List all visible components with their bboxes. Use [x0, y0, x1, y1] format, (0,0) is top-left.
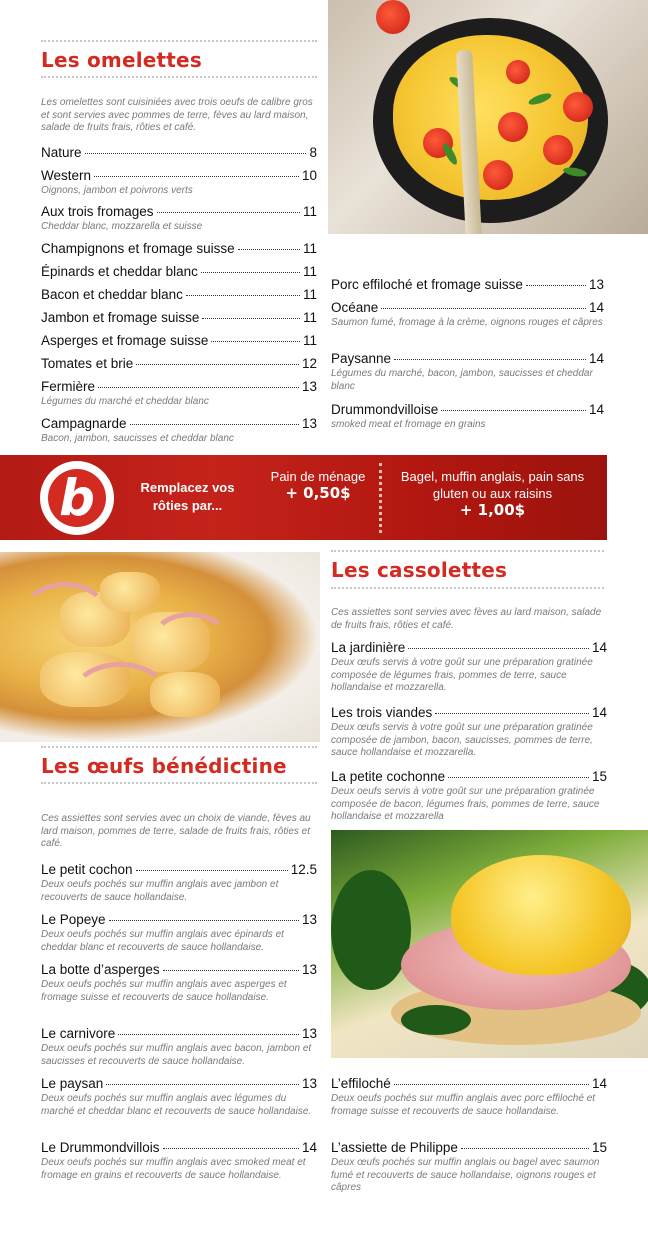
menu-item-trois-viandes	[331, 705, 607, 760]
item-price: 13	[301, 379, 317, 394]
menu-item-oceane	[331, 300, 604, 330]
menu-item-porc-effiloche	[331, 277, 604, 293]
item-name: Drummondvilloise	[331, 402, 439, 417]
item-price: 14	[591, 640, 607, 655]
benedictine-photo	[331, 830, 648, 1058]
item-description: Deux œufs servis à votre goût sur une préparation gratinée composée de jambon, bacon, saucisses, pommes de terre, sauce hollandaise et mozzarella.	[331, 722, 593, 758]
menu-item-nature	[41, 145, 317, 161]
item-description: Saumon fumé, fromage à la crème, oignons rouges et câpres	[331, 317, 603, 328]
toast-substitution-banner	[0, 455, 607, 540]
item-name: Campagnarde	[41, 416, 127, 431]
item-description: Deux oeufs pochés sur muffin anglais avec jambon et recouverts de sauce hollandaise.	[41, 879, 279, 903]
item-name: La jardinière	[331, 640, 406, 655]
item-price: 11	[302, 264, 317, 279]
item-description: Deux œufs pochés sur muffin anglais ou bagel avec saumon fumé et recouverts de sauce hollandaise, oignons rouges et câpres	[331, 1157, 600, 1193]
menu-item-effiloche	[331, 1076, 607, 1118]
item-name: Paysanne	[331, 351, 392, 366]
menu-item-trois-fromages	[41, 204, 317, 234]
banner-separator	[379, 463, 382, 533]
item-name: La petite cochonne	[331, 769, 446, 784]
item-name: Porc effiloché et fromage suisse	[331, 277, 523, 292]
item-name: Le paysan	[41, 1076, 104, 1091]
item-description: Oignons, jambon et poivrons verts	[41, 185, 193, 196]
item-description: smoked meat et fromage en grains	[331, 419, 486, 430]
menu-item-western	[41, 168, 317, 198]
item-name: Jambon et fromage suisse	[41, 310, 200, 325]
menu-item-tomates-brie	[41, 356, 317, 372]
item-price: 11	[302, 241, 317, 256]
item-price: 13	[301, 1026, 317, 1041]
item-name: Aux trois fromages	[41, 204, 154, 219]
item-price: 8	[309, 145, 317, 160]
item-price: 13	[301, 416, 317, 431]
item-price: 14	[588, 351, 604, 366]
item-price: 13	[301, 912, 317, 927]
item-price: 15	[591, 769, 607, 784]
menu-item-drummondvillois	[41, 1140, 317, 1182]
menu-item-paysan	[41, 1076, 317, 1118]
item-price: 11	[302, 310, 317, 325]
option-1-price: + 0,50$	[285, 484, 351, 502]
menu-item-jardiniere	[331, 640, 607, 695]
item-description: Légumes du marché, bacon, jambon, saucisses et cheddar blanc	[331, 368, 593, 392]
item-price: 14	[301, 1140, 317, 1155]
menu-item-petite-cochonne	[331, 769, 607, 824]
benedictine-title: Les œufs bénédictine	[41, 754, 287, 778]
item-price: 14	[591, 705, 607, 720]
item-price: 13	[301, 1076, 317, 1091]
banner-option-2	[390, 468, 595, 519]
item-name: Le Drummondvillois	[41, 1140, 160, 1155]
item-price: 14	[591, 1076, 607, 1091]
item-price: 14	[588, 402, 604, 417]
menu-item-asperges	[41, 333, 317, 349]
item-description: Cheddar blanc, mozzarella et suisse	[41, 221, 203, 232]
item-name: Le Popeye	[41, 912, 106, 927]
cassolettes-top-divider	[331, 550, 604, 552]
item-name: Le carnivore	[41, 1026, 116, 1041]
item-name: Bacon et cheddar blanc	[41, 287, 183, 302]
menu-item-assiette-philippe	[331, 1140, 607, 1195]
benedictine-top-divider	[41, 746, 317, 748]
banner-option-1	[268, 468, 368, 502]
item-name: Asperges et fromage suisse	[41, 333, 209, 348]
omelette-photo	[328, 0, 648, 234]
item-name: Nature	[41, 145, 82, 160]
item-description: Deux oeufs pochés sur muffin anglais avec asperges et fromage suisse et recouverts de sauce hollandaise.	[41, 979, 287, 1003]
item-description: Deux oeufs pochés sur muffin anglais avec porc effiloché et fromage suisse et recouverts de sauce hollandaise.	[331, 1093, 596, 1117]
item-name: Western	[41, 168, 92, 183]
omelettes-intro: Les omelettes sont cuisiniées avec trois oeufs de calibre gros et sont servies avec pommes de terre, fèves au lard maison, salade de fruits frais, rôties et café.	[41, 97, 313, 133]
omelettes-title: Les omelettes	[41, 48, 202, 72]
item-name: Fermière	[41, 379, 96, 394]
menu-item-popeye	[41, 912, 317, 954]
menu-item-bacon-cheddar	[41, 287, 317, 303]
option-2-label: Bagel, muffin anglais, pain sans gluten ou aux raisins	[400, 469, 585, 501]
item-description: Deux oeufs pochés sur muffin anglais avec épinards et cheddar blanc et recouverts de sauce hollandaise.	[41, 929, 284, 953]
item-price: 14	[588, 300, 604, 315]
item-price: 15	[591, 1140, 607, 1155]
item-name: Océane	[331, 300, 379, 315]
item-name: L’assiette de Philippe	[331, 1140, 458, 1155]
cassolettes-title-divider	[331, 587, 604, 589]
item-price: 11	[302, 204, 317, 219]
cassolettes-intro: Ces assiettes sont servies avec fèves au lard maison, salade de fruits frais, rôties et café.	[331, 607, 602, 631]
item-name: Le petit cochon	[41, 862, 133, 877]
item-name: Les trois viandes	[331, 705, 433, 720]
benedictine-intro: Ces assiettes sont servies avec un choix de viande, fèves au lard maison, pommes de terre, salade de fruits frais, rôties et café.	[41, 813, 311, 849]
item-description: Deux oeufs pochés sur muffin anglais avec smoked meat et fromage en grains et recouverts de sauce hollandaise.	[41, 1157, 306, 1181]
omelettes-title-divider	[41, 76, 317, 78]
menu-item-jambon-suisse	[41, 310, 317, 326]
menu-item-petit-cochon	[41, 862, 317, 904]
restaurant-logo: b	[40, 461, 114, 535]
menu-item-carnivore	[41, 1026, 317, 1068]
item-description: Deux oeufs servis à votre goût sur une préparation gratinée composée de bacon, légumes frais, pommes de terre, sauce hollandaise et mozzarella	[331, 786, 600, 822]
item-price: 10	[301, 168, 317, 183]
item-price: 11	[302, 287, 317, 302]
item-name: Épinards et cheddar blanc	[41, 264, 198, 279]
menu-item-epinards	[41, 264, 317, 280]
banner-replace-text: Remplacez vos rôties par...	[140, 480, 235, 513]
item-name: Champignons et fromage suisse	[41, 241, 235, 256]
item-name: Tomates et brie	[41, 356, 134, 371]
menu-item-paysanne	[331, 351, 604, 393]
menu-item-campagnarde	[41, 416, 317, 446]
item-price: 11	[302, 333, 317, 348]
item-description: Légumes du marché et cheddar blanc	[41, 396, 209, 407]
item-price: 12	[301, 356, 317, 371]
omelettes-top-divider	[41, 40, 317, 42]
menu-item-champignons	[41, 241, 317, 257]
item-description: Deux œufs servis à votre goût sur une préparation gratinée composée de légumes frais, pommes de terre, sauce hollandaise et mozzarella.	[331, 657, 593, 693]
cassolette-photo	[0, 552, 320, 742]
item-description: Deux oeufs pochés sur muffin anglais avec bacon, jambon et saucisses et recouverts de sauce hollandaise.	[41, 1043, 312, 1067]
option-2-price: + 1,00$	[459, 501, 526, 519]
item-name: L’effiloché	[331, 1076, 391, 1091]
item-price: 13	[588, 277, 604, 292]
menu-item-botte-asperges	[41, 962, 317, 1004]
item-price: 12.5	[290, 862, 317, 877]
menu-item-drummondvilloise	[331, 402, 604, 432]
menu-item-fermiere	[41, 379, 317, 409]
item-name: La botte d’asperges	[41, 962, 160, 977]
option-1-label: Pain de ménage	[270, 469, 366, 484]
item-description: Deux oeufs pochés sur muffin anglais avec légumes du marché et cheddar blanc et recouverts de sauce hollandaise.	[41, 1093, 312, 1117]
item-description: Bacon, jambon, saucisses et cheddar blanc	[41, 433, 234, 444]
item-price: 13	[301, 962, 317, 977]
benedictine-title-divider	[41, 782, 317, 784]
cassolettes-title: Les cassolettes	[331, 558, 508, 582]
